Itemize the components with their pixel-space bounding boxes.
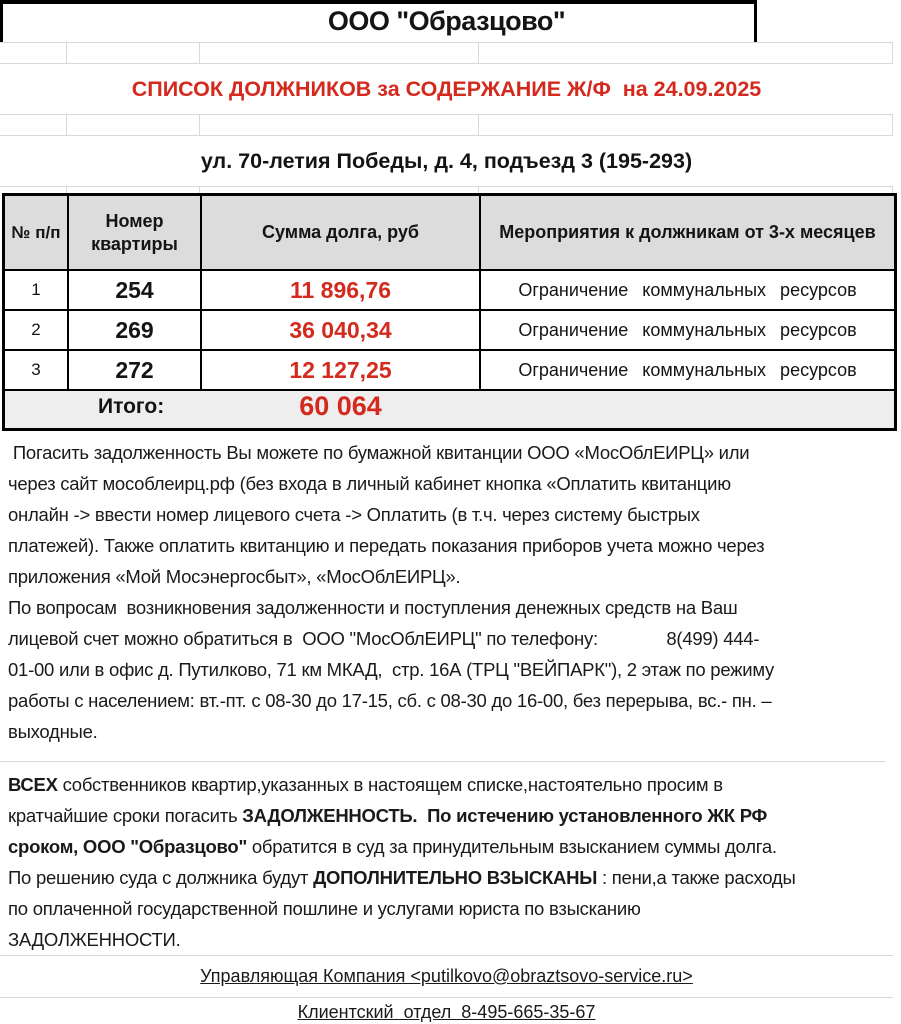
table-header-cell: Сумма долга, руб xyxy=(202,196,481,269)
grid-vline xyxy=(199,115,200,135)
cell-debt-amount: 36 040,34 xyxy=(202,311,481,349)
text-run: ЗАДОЛЖЕННОСТИ. xyxy=(8,929,181,950)
text-line xyxy=(8,561,885,592)
text-run: онлайн -> ввести номер лицевого счета -> Оплатить (в т.ч. через систему быстрых xyxy=(8,504,700,525)
cell-action: Ограничение коммунальных ресурсов xyxy=(518,319,857,340)
table-header-cell: Мероприятия к должникам от 3-х месяцев xyxy=(499,222,876,242)
grid-vline xyxy=(66,115,67,135)
cell-row-number: 1 xyxy=(5,271,69,309)
grid-spacer xyxy=(0,42,893,64)
notice-text-block xyxy=(0,431,893,955)
text-run: через сайт мособлеирц.рф (без входа в личный кабинет кнопка «Оплатить квитанцию xyxy=(8,473,731,494)
text-line xyxy=(8,468,885,499)
text-line xyxy=(8,437,885,468)
cell-action: Ограничение коммунальных ресурсов xyxy=(518,279,857,300)
paragraph-gap xyxy=(8,747,885,761)
table-row xyxy=(5,351,894,391)
text-run: лицевой счет можно обратиться в ООО "МосОблЕИРЦ" по телефону: 8(499) 444- xyxy=(8,628,760,649)
company-name: ООО "Образцово" xyxy=(327,5,566,36)
client-department-phone: Клиентский отдел 8-495-665-35-67 xyxy=(297,1002,596,1022)
table-row xyxy=(5,271,894,311)
bold-text-run: ДОПОЛНИТЕЛЬНО ВЗЫСКАНЫ xyxy=(313,867,598,888)
text-run: 01-00 или в офис д. Путилково, 71 км МКАД, стр. 16А (ТРЦ "ВЕЙПАРК"), 2 этаж по режиму xyxy=(8,659,775,680)
text-run: : пени,а также расходы xyxy=(597,867,796,888)
text-line xyxy=(8,685,885,716)
text-line xyxy=(8,530,885,561)
client-department-row xyxy=(0,997,893,1024)
table-header-cell: Номер квартиры xyxy=(69,196,202,269)
grid-spacer xyxy=(0,186,893,193)
warning-paragraph xyxy=(8,762,885,955)
table-header-cell: № п/п xyxy=(5,196,69,269)
total-row xyxy=(5,391,894,428)
text-run: обратится в суд за принудительным взысканием суммы долга. xyxy=(246,836,777,857)
text-run: платежей). Также оплатить квитанцию и передать показания приборов учета можно через xyxy=(8,535,765,556)
debtors-list-title: СПИСОК ДОЛЖНИКОВ за СОДЕРЖАНИЕ Ж/Ф на 24.09.2025 xyxy=(131,76,762,101)
table-body xyxy=(5,271,894,391)
text-run: по оплаченной государственной пошлине и услугами юриста по взысканию xyxy=(8,898,641,919)
total-value: 60 064 xyxy=(299,391,382,421)
text-line xyxy=(8,623,885,654)
grid-vline xyxy=(892,187,893,193)
grid-vline xyxy=(66,43,67,63)
bold-text-run: ВСЕХ xyxy=(8,774,58,795)
text-line xyxy=(8,654,885,685)
title-left-border xyxy=(0,0,3,42)
building-address-row xyxy=(0,136,893,186)
grid-vline xyxy=(199,43,200,63)
text-run: Погасить задолженность Вы можете по бумажной квитанции ООО «МосОблЕИРЦ» или xyxy=(8,442,750,463)
text-line xyxy=(8,893,885,924)
text-run: собственников квартир,указанных в настоящем списке,настоятельно просим в xyxy=(57,774,723,795)
grid-vline xyxy=(478,115,479,135)
text-line xyxy=(8,499,885,530)
text-line xyxy=(8,592,885,623)
text-line xyxy=(8,862,885,893)
grid-vline xyxy=(478,43,479,63)
management-company-email: Управляющая Компания <putilkovo@obraztsovo-service.ru> xyxy=(200,966,693,986)
cell-debt-amount: 12 127,25 xyxy=(202,351,481,389)
total-label: Итого: xyxy=(98,395,165,418)
grid-vline xyxy=(199,187,200,193)
bold-text-run: сроком, ООО "Образцово" xyxy=(8,836,247,857)
building-address: ул. 70-летия Победы, д. 4, подъезд 3 (195-293) xyxy=(200,148,693,173)
cell-apartment-number: 254 xyxy=(69,271,202,309)
text-line xyxy=(8,800,885,831)
grid-vline xyxy=(66,187,67,193)
debtors-list-header-row xyxy=(0,64,893,114)
text-line xyxy=(8,716,885,747)
grid-vline xyxy=(478,187,479,193)
grid-spacer xyxy=(0,114,893,136)
text-line xyxy=(8,831,885,862)
cell-action: Ограничение коммунальных ресурсов xyxy=(518,359,857,380)
cell-row-number: 3 xyxy=(5,351,69,389)
cell-row-number: 2 xyxy=(5,311,69,349)
grid-vline xyxy=(892,115,893,135)
bold-text-run: ЗАДОЛЖЕННОСТЬ. По истечению установленного ЖК РФ xyxy=(242,805,768,826)
text-line xyxy=(8,769,885,800)
cell-apartment-number: 272 xyxy=(69,351,202,389)
text-run: По решению суда с должника будут xyxy=(8,867,314,888)
text-run: работы с населением: вт.-пт. с 08-30 до 17-15, сб. с 08-30 до 16-00, без перерыва, вс.- пн. – xyxy=(8,690,772,711)
title-right-border xyxy=(754,0,757,42)
text-run: приложения «Мой Мосэнергосбыт», «МосОблЕИРЦ». xyxy=(8,566,461,587)
text-line xyxy=(8,924,885,955)
payment-info-paragraph xyxy=(8,437,885,747)
table-header-row xyxy=(5,196,894,271)
title-top-border xyxy=(0,0,757,4)
table-row xyxy=(5,311,894,351)
cell-apartment-number: 269 xyxy=(69,311,202,349)
text-run: кратчайшие сроки погасить xyxy=(8,805,243,826)
text-run: выходные. xyxy=(8,721,98,742)
cell-debt-amount: 11 896,76 xyxy=(202,271,481,309)
grid-vline xyxy=(892,43,893,63)
company-title-row xyxy=(0,0,893,42)
management-contact-row xyxy=(0,955,893,997)
debtors-table xyxy=(2,193,897,431)
text-run: По вопросам возникновения задолженности и поступления денежных средств на Ваш xyxy=(8,597,738,618)
